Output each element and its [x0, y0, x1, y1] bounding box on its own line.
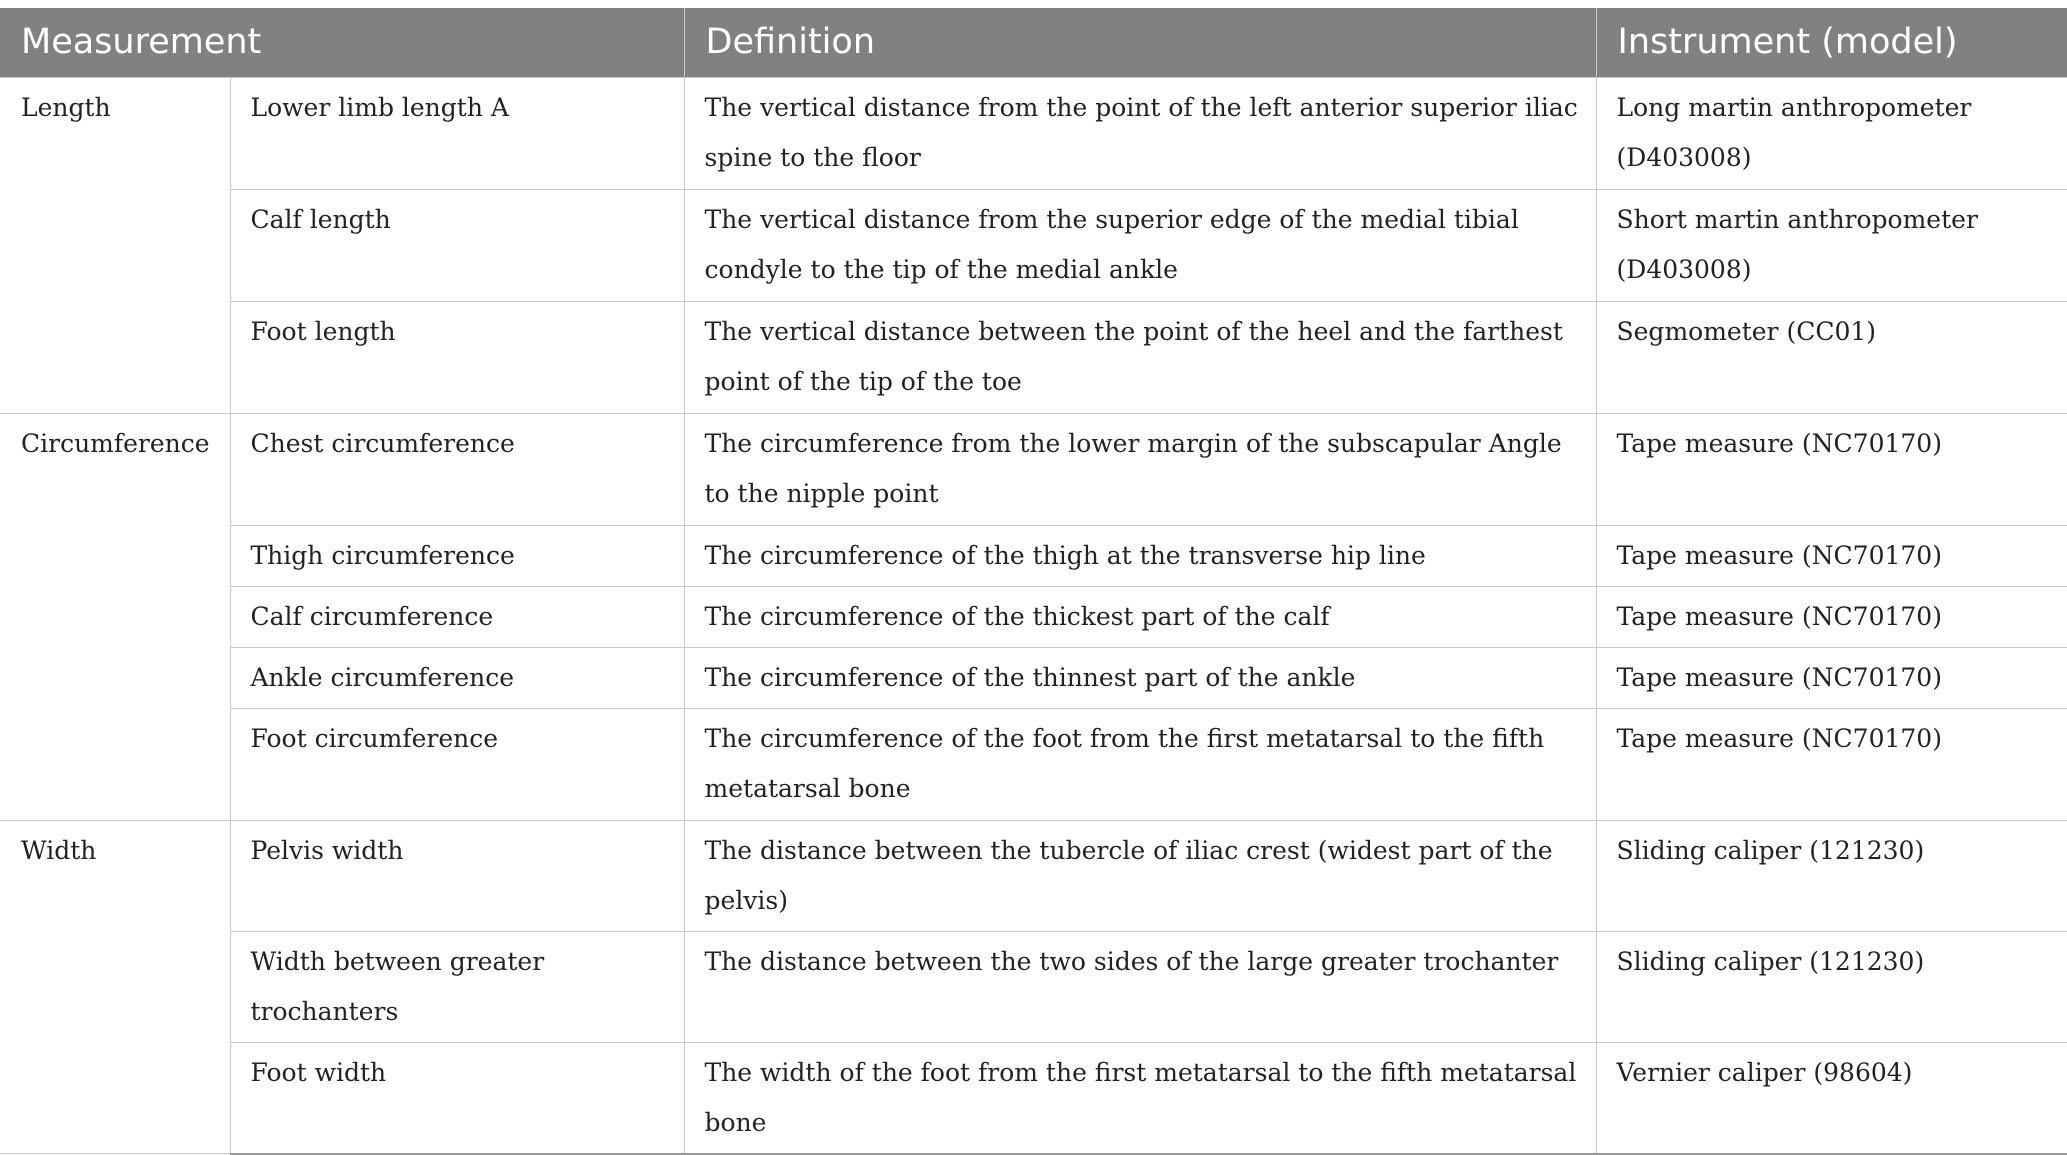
header-instrument: Instrument (model) — [1596, 8, 2067, 77]
table-row — [0, 586, 2067, 647]
measurement-name: Foot width — [230, 1042, 684, 1154]
table-row — [0, 413, 2067, 525]
measurement-name: Foot circumference — [230, 708, 684, 820]
table-row — [0, 647, 2067, 708]
header-measurement: Measurement — [0, 8, 684, 77]
measurement-definition: The distance between the two sides of the large greater trochanter — [684, 931, 1596, 1042]
measurement-name: Calf circumference — [230, 586, 684, 647]
measurement-definition: The circumference of the foot from the first metatarsal to the fifth metatarsal bone — [684, 708, 1596, 820]
measurements-table — [0, 8, 2067, 1155]
table-row — [0, 301, 2067, 413]
header-row — [0, 8, 2067, 77]
category-length: Length — [0, 77, 230, 413]
measurement-name: Ankle circumference — [230, 647, 684, 708]
table-row — [0, 931, 2067, 1042]
measurement-instrument: Tape measure (NC70170) — [1596, 586, 2067, 647]
measurement-definition: The distance between the tubercle of iliac crest (widest part of the pelvis) — [684, 820, 1596, 931]
measurement-definition: The circumference of the thinnest part of the ankle — [684, 647, 1596, 708]
measurement-name: Lower limb length A — [230, 77, 684, 189]
measurement-definition: The width of the foot from the first metatarsal to the fifth metatarsal bone — [684, 1042, 1596, 1154]
table-body — [0, 77, 2067, 1154]
table-row — [0, 708, 2067, 820]
measurement-name: Thigh circumference — [230, 525, 684, 586]
measurement-name: Width between greater trochanters — [230, 931, 684, 1042]
table-row — [0, 1042, 2067, 1154]
measurement-instrument: Sliding caliper (121230) — [1596, 820, 2067, 931]
table-row — [0, 77, 2067, 189]
measurement-name: Pelvis width — [230, 820, 684, 931]
measurement-definition: The circumference of the thigh at the transverse hip line — [684, 525, 1596, 586]
measurement-instrument: Short martin anthropometer (D403008) — [1596, 189, 2067, 301]
measurement-name: Calf length — [230, 189, 684, 301]
measurement-instrument: Tape measure (NC70170) — [1596, 525, 2067, 586]
measurement-definition: The circumference from the lower margin of the subscapular Angle to the nipple point — [684, 413, 1596, 525]
table-row — [0, 189, 2067, 301]
category-width: Width — [0, 820, 230, 1154]
measurement-name: Chest circumference — [230, 413, 684, 525]
measurement-instrument: Vernier caliper (98604) — [1596, 1042, 2067, 1154]
measurement-instrument: Long martin anthropometer (D403008) — [1596, 77, 2067, 189]
measurement-instrument: Tape measure (NC70170) — [1596, 708, 2067, 820]
measurement-definition: The circumference of the thickest part of the calf — [684, 586, 1596, 647]
measurement-instrument: Segmometer (CC01) — [1596, 301, 2067, 413]
measurement-instrument: Tape measure (NC70170) — [1596, 647, 2067, 708]
measurement-definition: The vertical distance between the point of the heel and the farthest point of the tip of the toe — [684, 301, 1596, 413]
measurement-name: Foot length — [230, 301, 684, 413]
table-row — [0, 820, 2067, 931]
measurements-table-container — [0, 8, 2067, 1155]
measurement-definition: The vertical distance from the superior edge of the medial tibial condyle to the tip of the medial ankle — [684, 189, 1596, 301]
table-header — [0, 8, 2067, 77]
measurement-definition: The vertical distance from the point of the left anterior superior iliac spine to the floor — [684, 77, 1596, 189]
category-circumference: Circumference — [0, 413, 230, 820]
table-row — [0, 525, 2067, 586]
header-definition: Definition — [684, 8, 1596, 77]
measurement-instrument: Tape measure (NC70170) — [1596, 413, 2067, 525]
measurement-instrument: Sliding caliper (121230) — [1596, 931, 2067, 1042]
